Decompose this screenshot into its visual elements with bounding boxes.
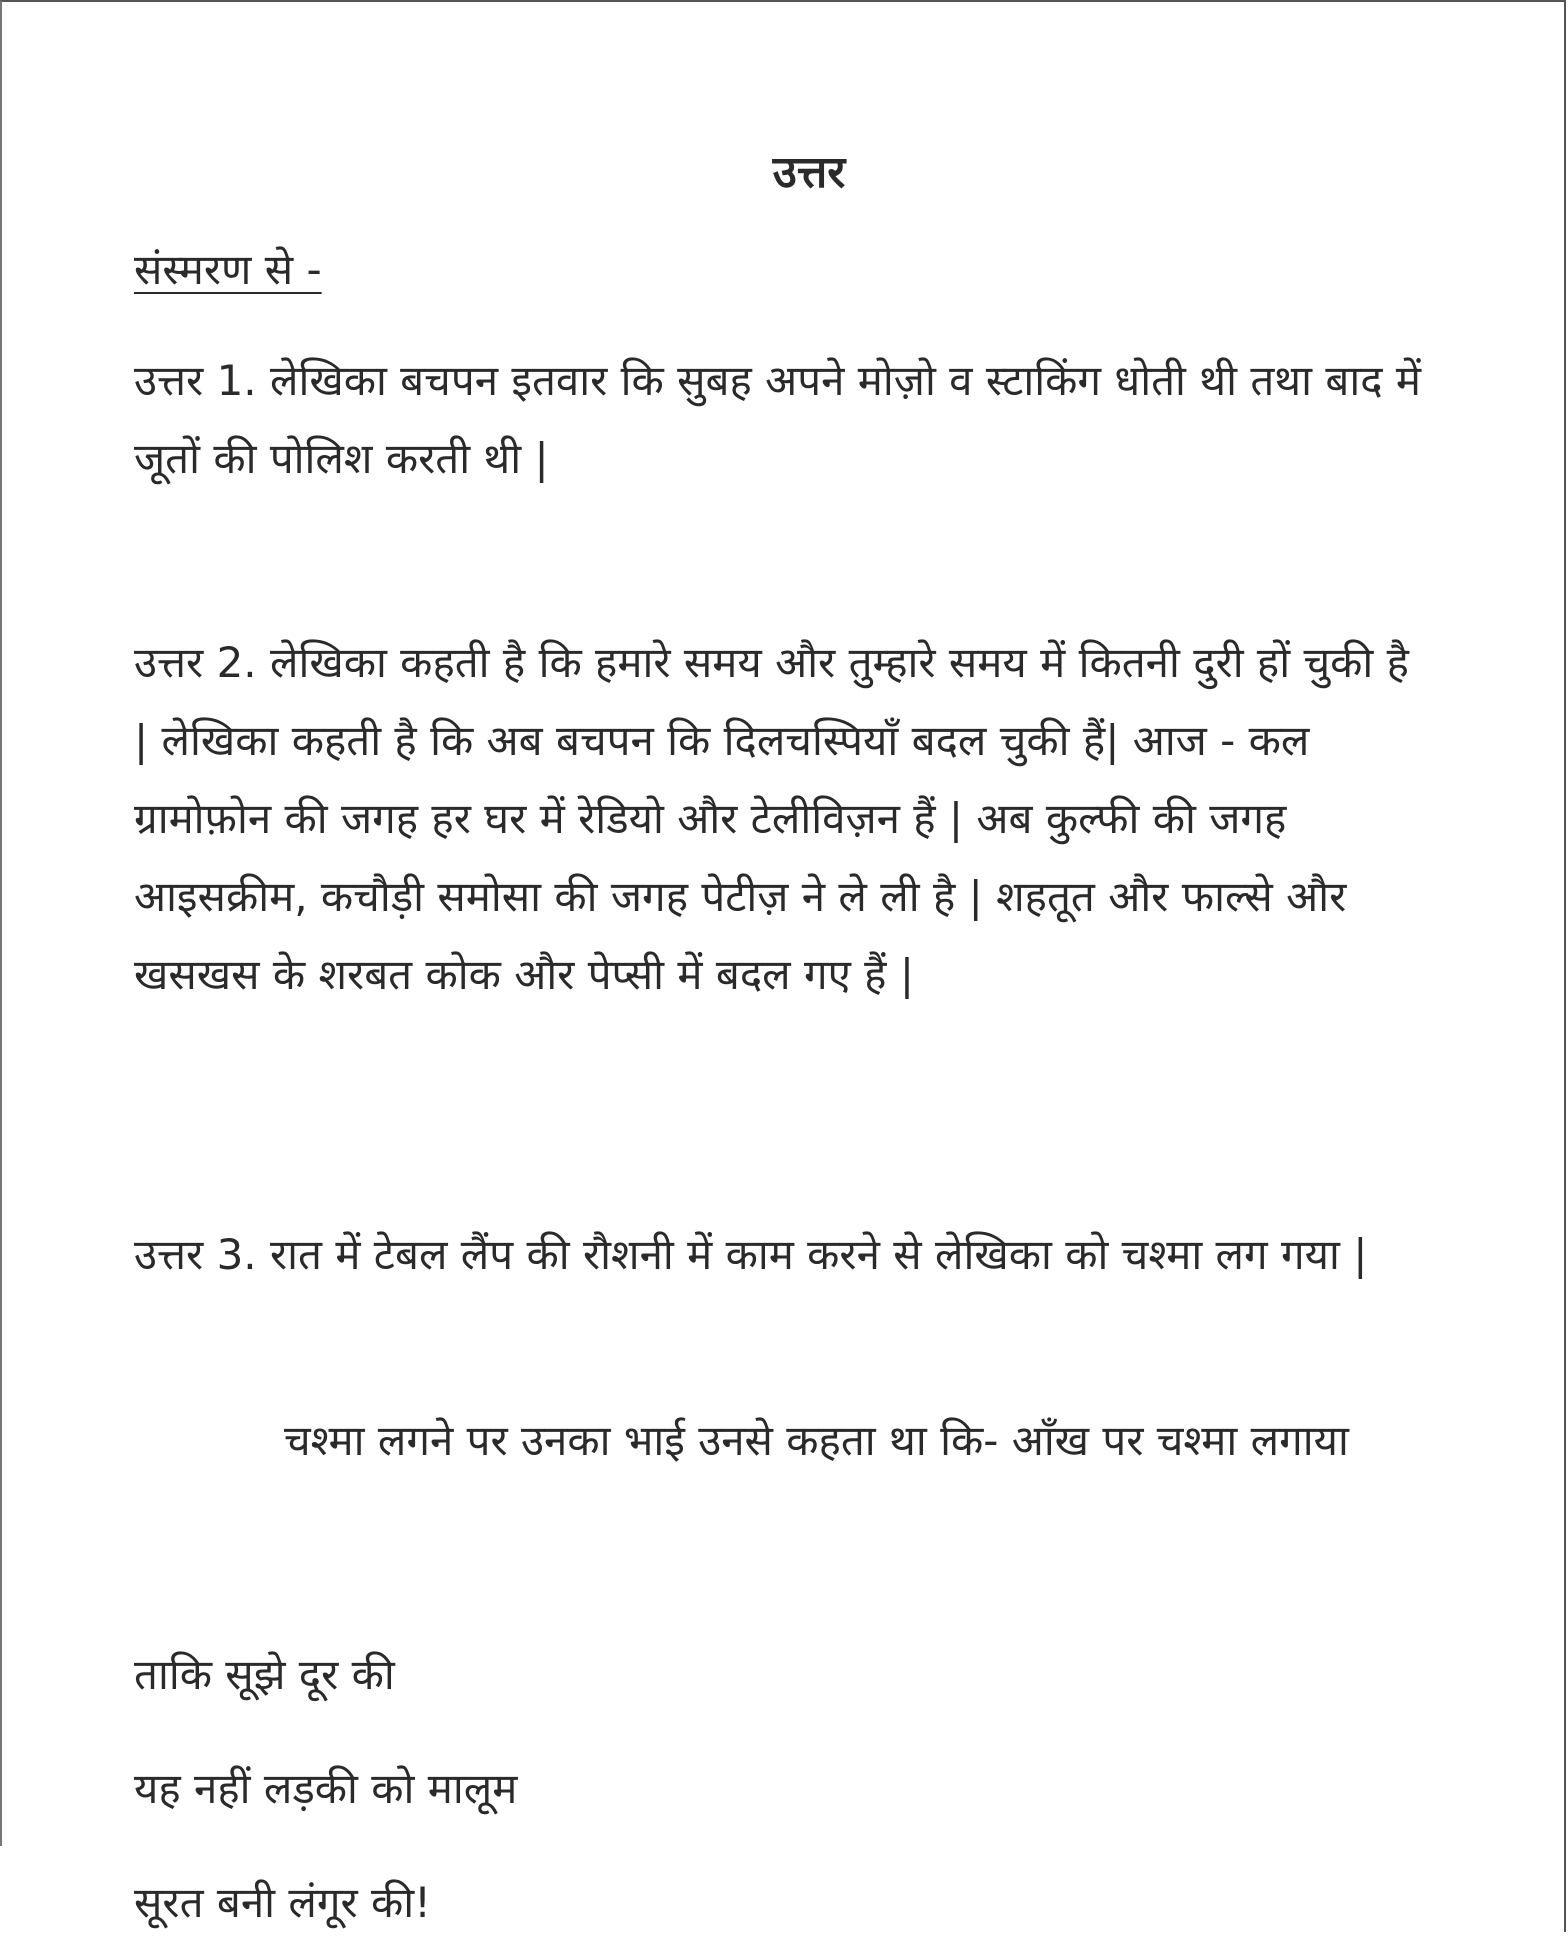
answer-3-paragraph: उत्तर 3. रात में टेबल लैंप की रौशनी में काम करने से लेखिका को चश्मा लग गया | [134, 1230, 1368, 1279]
answer-2-paragraph: उत्तर 2. लेखिका कहती है कि हमारे समय और तुम्हारे समय में कितनी दुरी हों चुकी है | लेखिका कहती है कि अब बचपन कि दिलचस्पियाँ बदल चुकी हैं| आज - कल ग्रामोफ़ोन की जगह हर घर में रेडियो और टेलीविज़न हैं | अब कुल्फी की जगह आइसक्रीम, कचौड़ी समोसा की जगह पेटीज़ ने ले ली है | शहतूत और फाल्से और खसखस के शरबत कोक और पेप्सी में बदल गए हैं | [134, 638, 1409, 999]
section-heading: संस्मरण से - [134, 245, 322, 294]
poem-line: यह नहीं लड़की को मालूम [134, 1764, 518, 1813]
answer-1-paragraph: उत्तर 1. लेखिका बचपन इतवार कि सुबह अपने मोज़ो व स्टाकिंग धोती थी तथा बाद में जूतों की पोलिश करती थी | [134, 356, 1421, 483]
poem-line: सूरत बनी लंगूर की! [134, 1878, 432, 1927]
poem-intro-line: चश्मा लगने पर उनका भाई उनसे कहता था कि- आँख पर चश्मा लगाया [284, 1416, 1349, 1465]
poem-line: ताकि सूझे दूर की [134, 1650, 395, 1699]
page-title: उत्तर [772, 147, 846, 198]
page-edge-gap [0, 1846, 3, 1934]
